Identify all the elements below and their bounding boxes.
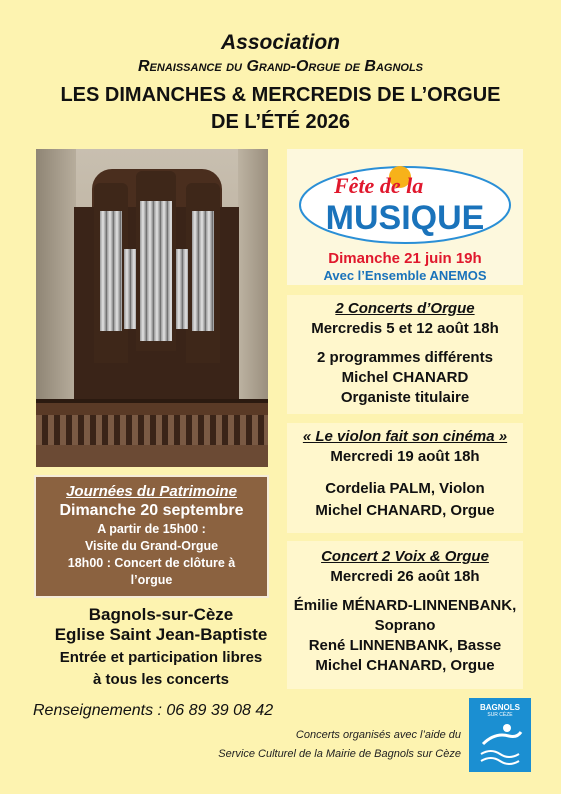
page-title-line2: DE L’ÉTÉ 2026 (211, 111, 350, 133)
patrimoine-box (34, 475, 269, 598)
fete-logo-top: Fête de la (334, 173, 424, 198)
concert1-line2: Michel CHANARD (341, 369, 469, 386)
fete-logo-bottom: MUSIQUE (325, 199, 485, 237)
logo-sub: SUR CÈZE (487, 712, 513, 718)
patrimoine-date: Dimanche 20 septembre (59, 502, 244, 519)
patrimoine-line3: 18h00 : Concert de clôture à (67, 556, 236, 570)
header (0, 30, 561, 136)
association-label: Association (220, 31, 341, 54)
location-church: Eglise Saint Jean-Baptiste (54, 625, 268, 644)
organ-photo (36, 149, 268, 467)
concert2-date: Mercredi 19 août 18h (330, 448, 480, 465)
entry-line2: à tous les concerts (93, 671, 229, 688)
concert2-line2: Michel CHANARD, Orgue (315, 502, 495, 519)
fete-musique-box (287, 149, 523, 285)
concert3-line2: Soprano (374, 617, 436, 634)
concert-violon-box (287, 423, 523, 533)
patrimoine-line4: l’orgue (130, 573, 173, 587)
concert1-heading: 2 Concerts d’Orgue (335, 300, 475, 317)
concert3-line1: Émilie MÉNARD-LINNENBANK, (293, 597, 517, 614)
concert-orgue-box (287, 295, 523, 414)
concert2-heading: « Le violon fait son cinéma » (302, 428, 508, 445)
concert1-line1: 2 programmes différents (317, 349, 493, 366)
entry-line1: Entrée et participation libres (59, 649, 263, 666)
patrimoine-line2: Visite du Grand-Orgue (84, 539, 219, 553)
concert3-line4: Michel CHANARD, Orgue (315, 657, 495, 674)
credits (218, 726, 461, 764)
patrimoine-heading: Journées du Patrimoine (66, 483, 237, 500)
swimmer-icon (469, 698, 531, 772)
page-title-line1: LES DIMANCHES & MERCREDIS DE L’ORGUE (60, 84, 501, 106)
concert1-line3: Organiste titulaire (340, 389, 470, 406)
association-name: Renaissance du Grand-Orgue de Bagnols (137, 58, 423, 75)
concert3-heading: Concert 2 Voix & Orgue (321, 548, 489, 565)
credits-line2: Service Culturel de la Mairie de Bagnols sur Cèze (218, 748, 461, 760)
bagnols-logo (469, 698, 531, 772)
fete-ensemble: Avec l’Ensemble ANEMOS (323, 268, 487, 283)
concert3-line3: René LINNENBANK, Basse (308, 637, 502, 654)
contact-phone: Renseignements : 06 89 39 08 42 (33, 702, 274, 719)
concert1-date: Mercredis 5 et 12 août 18h (311, 320, 499, 337)
fete-date: Dimanche 21 juin 19h (328, 250, 482, 267)
location-town: Bagnols-sur-Cèze (88, 605, 234, 624)
logo-name: BAGNOLS (480, 703, 520, 712)
fete-musique-logo (294, 157, 516, 245)
credits-line1: Concerts organisés avec l’aide du (295, 729, 461, 741)
concert2-line1: Cordelia PALM, Violon (325, 480, 485, 497)
patrimoine-line1: A partir de 15h00 : (97, 522, 206, 536)
concert3-date: Mercredi 26 août 18h (330, 568, 480, 585)
concert-voix-box (287, 541, 523, 689)
